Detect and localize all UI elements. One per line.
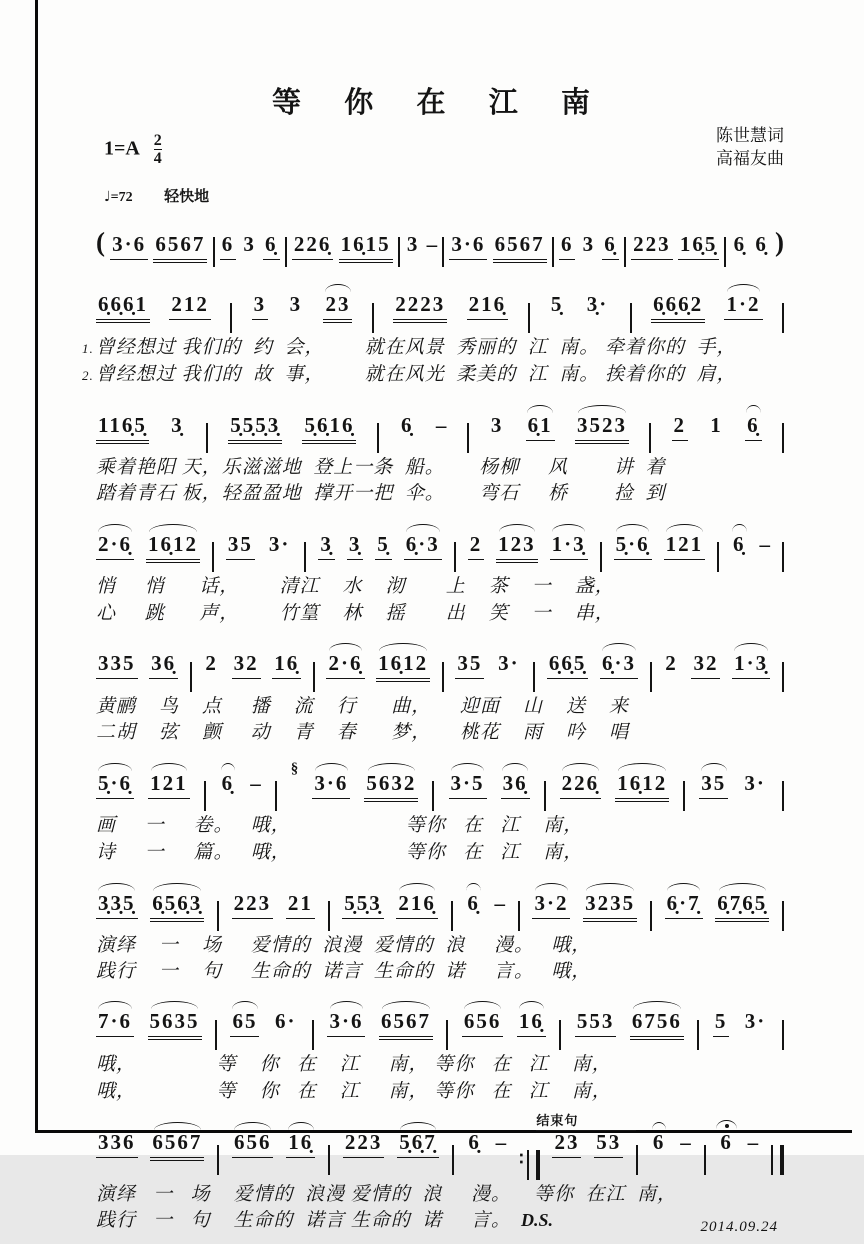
note-group: 6̣5̣6̣3̣ [150,892,204,922]
note-group: 5 [713,1010,730,1037]
note-group: 3̣ [318,533,335,560]
lyric-row [82,363,784,387]
note-group: 3 [243,232,256,256]
scan-edge-left [35,0,38,1133]
music-line [96,995,784,1104]
note-group: 16̣12 [615,772,669,802]
barline [217,901,219,931]
music-line [96,876,784,985]
lyric-row [96,1209,784,1236]
note-group: 116̣5̣ [96,414,149,444]
note-group: 6̣ [733,232,747,256]
note-group: 656 [462,1010,504,1037]
note-group: 3 [252,293,269,320]
lyric-text: 二胡 弦 颤 动 青 春 梦， 桃花 雨 吟 唱 [96,722,630,744]
note-group: 3·6 [449,233,487,260]
note-group: 5632 [364,772,418,802]
note-group: 336 [96,1131,138,1158]
note-group: 6756 [630,1010,684,1040]
barline [782,303,784,333]
note-group: 226̣ [560,772,602,799]
duration-dash: – [680,1129,691,1154]
music-line [96,756,784,865]
tempo-value: =72 [110,190,133,205]
barline [432,781,434,811]
barline [217,1145,219,1175]
barline [782,542,784,572]
note-group: 123 [496,533,538,563]
music-line [96,637,784,746]
barline [213,237,215,267]
lyric-row [96,841,784,865]
key-signature [104,133,162,167]
note-group: 3· [268,532,291,556]
note-group: 6̣ [602,233,619,260]
notes-row [96,1112,784,1180]
barline [442,237,444,267]
note-group: 36̣ [501,772,530,799]
lyric-text: 诗 一 篇。 哦， 等你 在 江 南， [96,841,584,863]
note-group: 16̣ [272,652,301,679]
notes-row [96,756,784,811]
barline [630,303,632,333]
note-group: 5̣·6̣ [96,772,134,799]
note-group: 32 [691,652,720,679]
note-group: 3· [498,650,520,675]
barline [190,662,192,692]
barline [528,303,530,333]
note-group: 6̣ [263,233,280,260]
note-group: 6̣ [465,892,482,918]
lyric-text: 悄 悄 话， 清江 水 沏 上 茶 一 盏， [96,576,615,597]
note-group: 3· [744,1009,767,1033]
note-group: 1·2 [724,293,762,320]
note-group: 2·6̣ [326,652,364,679]
note-group: 3523 [575,414,629,444]
segno-icon: § [290,761,299,777]
note-group: 3·6 [110,233,148,260]
barline [782,901,784,931]
barline [398,237,400,267]
lyric-row [96,602,784,626]
notes-row [96,212,784,267]
note-group: 6̣6̣5̣ [547,652,589,679]
note-group: 16̣15 [339,233,393,263]
note-group: 6̣ [468,1129,481,1154]
note-group: 3235 [583,892,637,922]
barline [206,423,208,453]
song-title: 等 你 在 江 南 [271,87,608,119]
note-group: 6̣6̣6̣2 [651,293,705,323]
note-group: 3̣ [347,533,364,560]
note-group: 3· [744,771,766,795]
music-lines [82,212,784,1236]
time-upper: 2 [153,132,162,149]
lyric-row [96,1053,784,1077]
note-group: 21 [286,892,315,919]
note-group: 3̣3̣5̣ [96,892,138,919]
note-group: 2223 [393,293,447,323]
note-group: 2 [468,533,485,560]
note-group: 6 [220,233,237,260]
notes-row [96,517,784,572]
final-barline [527,1150,540,1180]
note-group: 3̣ [171,412,184,437]
note-group: 6̣ [745,414,762,441]
barline [649,423,651,453]
note-group: 6̣1 [526,414,555,441]
note-group: 5̣5̣5̣3̣ [228,414,282,444]
barline [328,1145,330,1175]
barline [697,1020,699,1050]
music-line [96,212,784,267]
lyric-row [96,456,784,480]
barline [230,303,232,333]
lyric-text: 践行 一 句 生命的 诺言 生命的 诺 言。 [96,1210,512,1232]
barline [683,781,685,811]
final-barline [771,1145,784,1175]
note-group: 2 [672,414,689,441]
note-group: 2 [205,650,218,675]
key-label: 1=A [104,137,139,160]
barline [372,303,374,333]
note-group: 16̣ [286,1131,315,1158]
note-group: 226̣ [292,233,334,260]
barline [559,1020,561,1050]
note-group: 6567 [379,1010,433,1040]
lyric-text: 践行 一 句 生命的 诺言 生命的 诺 言。 哦， [96,961,592,983]
credits [716,125,784,171]
duration-dash: – [435,412,447,437]
barline [275,781,277,811]
music-line [96,517,784,626]
note-group: 23 [552,1131,581,1158]
duration-dash: – [759,532,770,556]
note-group: 553 [575,1010,617,1037]
notes-row [96,278,784,333]
barline [782,423,784,453]
repeat-end-barline [519,1140,540,1180]
notes-row [96,398,784,453]
duration-dash: – [250,771,261,795]
barline [312,1020,314,1050]
lyric-row [96,814,784,838]
note-group: 35 [226,533,255,560]
lyricist: 陈世慧词 [716,126,784,145]
note-group: 216̣ [467,293,509,320]
quarter-note-icon: ♩ [104,189,111,205]
barline [782,662,784,692]
note-group: 5̣ [550,292,564,316]
note-group: 6̣ [755,232,768,256]
barline [600,542,602,572]
parenthesis: ( [96,227,105,257]
note-group: 16̣ [517,1010,546,1037]
lyric-row [96,482,784,506]
note-group: 23 [323,293,352,323]
dal-segno-marking: D.S. [521,1210,554,1231]
meta-row [96,126,784,183]
barline [624,237,626,267]
ending-phrase-label: 结束句 [536,1110,636,1131]
barline [452,1145,454,1175]
note-group: 3 [490,412,504,437]
note-group: 3·6 [327,1010,365,1037]
duration-dash: – [426,232,438,256]
barline [704,1145,706,1175]
lyric-text: 画 一 卷。 哦， 等你 在 江 南， [96,815,584,836]
note-group: 212 [169,293,211,320]
lyric-row [96,695,784,719]
barline [215,1020,217,1050]
note-group: 36̣ [149,652,178,679]
date-stamp: 2014.09.24 [700,1219,778,1236]
barline [782,1020,784,1050]
note-group: 16̣12 [146,533,200,563]
note-group: 1 [710,412,723,437]
note-group: 5̣6̣7̣ [397,1131,439,1158]
barline [467,423,469,453]
expression-marking: 轻快地 [164,189,210,205]
lyric-text: 哦， 等 你 在 江 南， 等你 在 江 南， [96,1080,612,1102]
note-group: 5635 [148,1010,202,1040]
note-group: 1·3̣ [732,652,770,679]
lyric-text: 演绎 一 场 爱情的 浪漫 爱情的 浪 漫。 哦， [96,934,592,956]
duration-dash: – [495,1129,507,1154]
note-group: 3 [289,292,303,316]
note-group: 3·2 [532,892,570,919]
lyric-text: 踏着青石 板，轻盈盈地 撑开一把 伞。 弯石 桥 捡 到 [96,483,666,505]
barline [313,662,315,692]
lyric-row [96,575,784,599]
note-group: 6̣ [220,772,237,798]
barline [636,1145,638,1175]
music-line [82,278,784,387]
time-signature [154,133,162,167]
note-group: 223 [631,233,673,260]
note-group: 6567 [493,233,547,263]
note-group: 223 [232,892,274,919]
note-group: 6̣·7̣ [665,892,703,919]
note-group: 35 [455,652,484,679]
lyric-text: 曾经想过 我们的 约 会， 就在风景 秀丽的 江 南。 牵着你的 手， [95,337,737,358]
sheet-content [82,0,784,1244]
barline [533,662,535,692]
duration-dash: – [747,1129,759,1154]
note-group: 32 [232,652,261,679]
note-group: 5̣5̣3̣ [342,892,384,919]
lyric-row [96,1183,784,1207]
note-group: 6· [274,1009,297,1033]
lyric-text: 乘着艳阳 天，乐滋滋地 登上一条 船。 杨柳 风 讲 着 [96,456,666,478]
notes-row [96,876,784,931]
barline [717,542,719,572]
composer: 高福友曲 [716,148,784,168]
note-group: 5̣6̣16̣ [302,414,356,444]
note-group: 16̣5̣ [678,233,720,260]
note-group: 53 [594,1131,623,1158]
barline [377,423,379,453]
lyric-text: 心 跳 声， 竹篁 林 摇 出 笑 一 串， [96,602,615,624]
note-group: 5̣ [375,533,392,560]
lyric-text: 曾经想过 我们的 故 事， 就在风光 柔美的 江 南。 挨着你的 肩， [95,363,737,385]
parenthesis: ) [775,227,784,257]
note-group: 5̣·6̣ [614,533,652,560]
note-group: 2·6̣ [96,533,134,560]
barline [544,781,546,811]
barline [782,781,784,811]
barline [446,1020,448,1050]
lyric-text: 哦， 等 你 在 江 南， 等你 在 江 南， [96,1054,612,1075]
note-group: 6̣·3 [600,652,638,679]
lyric-text: 演绎 一 场 爱情的 浪漫 爱情的 浪 漫。 等你 在江 南， [96,1183,678,1205]
note-group: 6̣ [401,412,414,437]
barline [285,237,287,267]
barline [204,781,206,811]
note-group: 3 [582,232,596,256]
music-line [96,398,784,507]
notes-row [96,637,784,692]
lyric-row [96,721,784,745]
lyric-row [96,1080,784,1104]
note-group: 223 [343,1131,385,1158]
verse-number: 2. [82,367,94,383]
duration-dash: – [494,890,506,915]
note-group: 6567 [150,1131,204,1161]
barline [442,662,444,692]
lyric-text: 黄鹂 鸟 点 播 流 行 曲， 迎面 山 送 来 [96,695,630,717]
barline [451,901,453,931]
barline [650,901,652,931]
note-group: 6567 [153,233,207,263]
note-group: 335 [96,652,138,679]
barline [454,542,456,572]
lyric-row [96,934,784,958]
time-lower: 4 [153,150,162,167]
note-group: 6 [559,233,576,260]
note-group: 7·6 [96,1010,134,1037]
repeat-dots: ∶ [518,1149,524,1169]
note-group: 3·6 [312,772,350,799]
note-group: 656 [232,1131,274,1158]
barline [212,542,214,572]
barline [304,542,306,572]
note-group: 65 [230,1010,259,1037]
note-group: 2 [665,650,678,675]
verse-number: 1. [82,341,94,356]
barline [552,237,554,267]
note-group: 6 [718,1131,735,1157]
note-group: 216̣ [396,892,438,919]
notes-row [96,995,784,1050]
lyric-row [82,336,784,360]
barline [328,901,330,931]
note-group: 121 [664,533,706,560]
lyric-row [96,960,784,984]
note-group: 121 [148,772,190,799]
music-line [96,1112,784,1236]
tempo-row [104,185,784,206]
note-group: 3̣· [586,292,609,316]
barline [518,901,520,931]
barline [650,662,652,692]
note-group: 6̣ [731,533,748,559]
note-group: 35 [699,772,728,799]
note-group: 3 [406,232,420,256]
note-group: 6̣7̣6̣5̣ [715,892,769,922]
barline [724,237,726,267]
note-group: 1·3̣ [550,533,588,560]
note-group: 6̣·3 [404,533,442,560]
note-group: 6 [651,1131,668,1157]
note-group: 6̣6̣6̣1 [96,293,150,323]
note-group: 16̣12 [376,652,430,682]
note-group: 3·5 [449,772,487,799]
